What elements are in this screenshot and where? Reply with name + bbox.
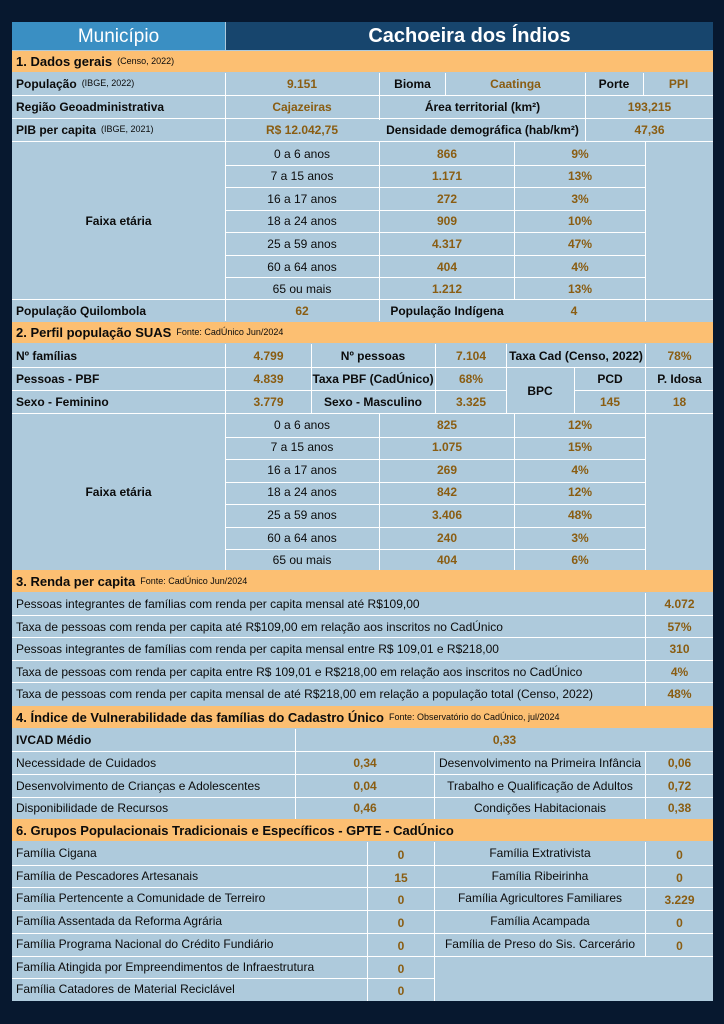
s2-faixa-range-5: 60 a 64 anos xyxy=(267,530,337,545)
renda-value-0: 4.072 xyxy=(664,597,695,611)
bpc-label: BPC xyxy=(527,383,553,398)
ivcad-right-label-1: Trabalho e Qualificação de Adultos xyxy=(447,778,633,793)
familias-label: Nº famílias xyxy=(16,348,78,363)
section-2-note: Fonte: CadÚnico Jun/2024 xyxy=(176,327,284,337)
gpte-left-value-1: 15 xyxy=(394,870,408,885)
gpte-left-label-6: Família Catadores de Material Reciclável xyxy=(16,982,235,997)
quilombola-label: População Quilombola xyxy=(16,303,147,318)
gpte-left-label-2: Família Pertencente a Comunidade de Terreiro xyxy=(16,891,266,906)
s2-faixa-range-2: 16 a 17 anos xyxy=(267,462,337,477)
area-value: 193,215 xyxy=(627,99,672,114)
section-4-title-row xyxy=(16,706,560,728)
porte-label: Porte xyxy=(598,76,630,91)
masc-label: Sexo - Masculino xyxy=(323,395,423,409)
gpte-left-label-3: Família Assentada da Reforma Agrária xyxy=(16,914,223,929)
gpte-left-value-0: 0 xyxy=(397,848,405,862)
masc-value: 3.325 xyxy=(455,395,487,409)
s2-faixa-range-1: 7 a 15 anos xyxy=(270,440,334,455)
s2-faixa-pct-5: 3% xyxy=(571,530,589,545)
bioma-label: Bioma xyxy=(394,76,431,91)
grid-vline xyxy=(645,142,646,321)
s1-faixa-range-2: 16 a 17 anos xyxy=(267,191,337,206)
s2-faixa-pct-4: 48% xyxy=(567,508,593,523)
renda-value-1: 57% xyxy=(667,619,692,634)
area-label: Área territorial (km²) xyxy=(424,99,541,114)
ivcad-value: 0,33 xyxy=(492,733,517,747)
familias-value: 4.799 xyxy=(253,348,284,363)
s1-faixa-pct-3: 10% xyxy=(567,214,593,229)
section-3-note: Fonte: CadÚnico Jun/2024 xyxy=(140,575,248,586)
pcd-label: PCD xyxy=(597,372,623,386)
populacao-label: População xyxy=(16,76,77,91)
pessoas-label: Nº pessoas xyxy=(340,348,406,363)
section-4-note: Fonte: Observatório do CadÚnico, jul/2024 xyxy=(388,711,560,722)
section-2-title: 2. Perfil população SUAS xyxy=(16,325,172,340)
gpte-left-label-5: Família Atingida por Empreendimentos de Infraestrutura xyxy=(16,959,315,974)
gpte-right-value-1: 0 xyxy=(676,870,683,885)
s2-faixa-pct-3: 12% xyxy=(567,485,593,500)
pessoas-value: 7.104 xyxy=(455,348,487,363)
s1-faixa-range-1: 7 a 15 anos xyxy=(270,169,334,184)
s1-faixa-range-4: 25 a 59 anos xyxy=(267,237,337,252)
s1-faixa-pct-5: 4% xyxy=(571,259,589,274)
ivcad-left-value-2: 0,46 xyxy=(353,801,377,815)
s2-faixa-pct-6: 6% xyxy=(571,553,589,568)
fem-label: Sexo - Feminino xyxy=(16,395,109,409)
section-6-title-row xyxy=(16,819,454,841)
regiao-label: Região Geoadministrativa xyxy=(16,99,165,114)
populacao-label-cell xyxy=(16,73,224,94)
gpte-left-value-5: 0 xyxy=(397,961,405,976)
ivcad-left-label-0: Necessidade de Cuidados xyxy=(16,756,157,770)
renda-label-4: Taxa de pessoas com renda per capita mensal de até R$218,00 em relação a população total (Censo, 2022) xyxy=(16,687,594,702)
populacao-note: (IBGE, 2022) xyxy=(81,78,135,88)
gpte-right-label-2: Família Agricultores Familiares xyxy=(457,891,623,906)
s2-faixa-pct-2: 4% xyxy=(571,462,589,477)
s2-faixa-range-3: 18 a 24 anos xyxy=(267,485,337,500)
s2-faixa-label: Faixa etária xyxy=(85,485,152,499)
porte-value: PPI xyxy=(668,76,689,91)
gpte-right-value-2: 3.229 xyxy=(664,893,695,908)
renda-label-1: Taxa de pessoas com renda per capita até R$109,00 em relação aos inscritos no CadÚnico xyxy=(16,619,503,634)
s2-faixa-count-0: 825 xyxy=(436,417,458,432)
s1-faixa-count-3: 909 xyxy=(436,214,458,229)
ivcad-right-value-0: 0,06 xyxy=(667,756,692,770)
densidade-value: 47,36 xyxy=(634,122,665,137)
s2-faixa-count-2: 269 xyxy=(436,462,458,477)
densidade-label: Densidade demográfica (hab/km²) xyxy=(386,122,579,137)
s1-faixa-count-2: 272 xyxy=(436,191,458,206)
section-3-title: 3. Renda per capita xyxy=(16,573,136,589)
section-4-title: 4. Índice de Vulnerabilidade das famílias do Cadastro Único xyxy=(16,709,384,725)
s1-faixa-range-3: 18 a 24 anos xyxy=(267,214,337,229)
bioma-value: Caatinga xyxy=(490,76,541,91)
section-1-title: 1. Dados gerais xyxy=(16,54,113,69)
gpte-right-value-0: 0 xyxy=(676,848,683,862)
header-municipio-label: Município xyxy=(77,25,160,47)
s1-faixa-pct-4: 47% xyxy=(567,237,593,252)
taxacad-value: 78% xyxy=(667,348,692,363)
regiao-value: Cajazeiras xyxy=(272,99,332,114)
s1-faixa-range-0: 0 a 6 anos xyxy=(273,146,331,161)
quilombola-value: 62 xyxy=(295,303,309,318)
renda-value-2: 310 xyxy=(669,642,690,657)
s1-faixa-pct-0: 9% xyxy=(571,146,589,161)
pib-label-cell xyxy=(16,119,224,140)
gpte-left-label-4: Família Programa Nacional do Crédito Fundiário xyxy=(16,936,274,951)
ivcad-label: IVCAD Médio xyxy=(16,733,92,747)
gpte-right-label-0: Família Extrativista xyxy=(489,846,591,860)
pbf-value: 4.839 xyxy=(253,372,284,386)
pbf-label: Pessoas - PBF xyxy=(16,372,100,386)
idosa-label: P. Idosa xyxy=(657,372,702,386)
ivcad-right-label-2: Condições Habitacionais xyxy=(473,801,607,815)
section-3-title-row xyxy=(16,570,247,592)
section-1-note: (Censo, 2022) xyxy=(117,56,175,66)
populacao-value: 9.151 xyxy=(286,76,318,91)
gpte-right-value-3: 0 xyxy=(676,916,683,931)
s1-faixa-count-1: 1.171 xyxy=(431,169,463,184)
pcd-value: 145 xyxy=(599,395,621,409)
renda-label-3: Taxa de pessoas com renda per capita entre R$ 109,01 e R$218,00 em relação aos inscritos no CadÚnico xyxy=(16,664,583,679)
s2-faixa-count-3: 842 xyxy=(436,485,458,500)
municipality-sheet xyxy=(12,22,713,1001)
gpte-left-label-0: Família Cigana xyxy=(16,846,97,860)
s2-faixa-range-4: 25 a 59 anos xyxy=(267,508,337,523)
ivcad-right-label-0: Desenvolvimento na Primeira Infância xyxy=(438,756,642,770)
pib-value: R$ 12.042,75 xyxy=(265,122,339,137)
gpte-right-label-4: Família de Preso do Sis. Carcerário xyxy=(444,936,636,951)
ivcad-left-value-1: 0,04 xyxy=(353,778,377,793)
ivcad-right-value-2: 0,38 xyxy=(667,801,692,815)
section-1-title-row xyxy=(16,51,174,72)
gpte-left-label-1: Família de Pescadores Artesanais xyxy=(16,868,199,883)
s2-faixa-count-5: 240 xyxy=(436,530,458,545)
s2-faixa-count-6: 404 xyxy=(436,553,458,568)
pib-label: PIB per capita xyxy=(16,122,97,137)
gpte-left-value-3: 0 xyxy=(397,916,405,931)
s2-faixa-pct-0: 12% xyxy=(567,417,593,432)
section-2-title-row xyxy=(16,322,283,343)
grid-vline xyxy=(645,414,646,570)
gpte-left-value-2: 0 xyxy=(397,893,405,908)
gpte-left-value-4: 0 xyxy=(397,938,405,953)
gpte-left-value-6: 0 xyxy=(397,984,405,999)
section-6-title: 6. Grupos Populacionais Tradicionais e Específicos - GPTE - CadÚnico xyxy=(16,822,454,838)
ivcad-right-value-1: 0,72 xyxy=(667,778,692,793)
s2-faixa-count-1: 1.075 xyxy=(431,440,463,455)
s1-faixa-pct-2: 3% xyxy=(571,191,589,206)
taxapbf-value: 68% xyxy=(458,372,484,386)
s1-faixa-label: Faixa etária xyxy=(85,213,152,228)
gpte-right-label-1: Família Ribeirinha xyxy=(491,868,589,883)
indigena-label: População Indígena xyxy=(390,303,504,318)
header-municipio-name: Cachoeira dos Índios xyxy=(368,25,571,47)
s2-faixa-pct-1: 15% xyxy=(567,440,593,455)
ivcad-left-label-2: Disponibilidade de Recursos xyxy=(16,801,169,815)
s1-faixa-pct-1: 13% xyxy=(567,169,593,184)
s1-faixa-pct-6: 13% xyxy=(567,282,593,297)
indigena-value: 4 xyxy=(570,303,578,318)
s1-faixa-range-5: 60 a 64 anos xyxy=(267,259,337,274)
renda-value-3: 4% xyxy=(670,664,689,679)
renda-label-0: Pessoas integrantes de famílias com renda per capita mensal até R$109,00 xyxy=(16,597,420,611)
s2-faixa-count-4: 3.406 xyxy=(431,508,463,523)
ivcad-left-label-1: Desenvolvimento de Crianças e Adolescentes xyxy=(16,778,261,793)
s1-faixa-count-5: 404 xyxy=(436,259,458,274)
pib-note: (IBGE, 2021) xyxy=(101,124,154,134)
s2-faixa-range-6: 65 ou mais xyxy=(272,553,332,568)
fem-value: 3.779 xyxy=(253,395,284,409)
renda-label-2: Pessoas integrantes de famílias com renda per capita mensal entre R$ 109,01 e R$218,00 xyxy=(16,642,499,657)
s2-faixa-range-0: 0 a 6 anos xyxy=(273,417,331,432)
gpte-right-label-3: Família Acampada xyxy=(490,914,590,929)
taxacad-label: Taxa Cad (Censo, 2022) xyxy=(509,348,643,363)
s1-faixa-range-6: 65 ou mais xyxy=(272,282,332,297)
s1-faixa-count-4: 4.317 xyxy=(431,237,463,252)
s1-faixa-count-0: 866 xyxy=(436,146,458,161)
ivcad-left-value-0: 0,34 xyxy=(353,756,377,770)
taxapbf-label: Taxa PBF (CadÚnico) xyxy=(312,372,434,386)
idosa-value: 18 xyxy=(672,395,687,409)
gpte-right-value-4: 0 xyxy=(676,938,683,953)
renda-value-4: 48% xyxy=(667,687,692,702)
s1-faixa-count-6: 1.212 xyxy=(431,282,463,297)
